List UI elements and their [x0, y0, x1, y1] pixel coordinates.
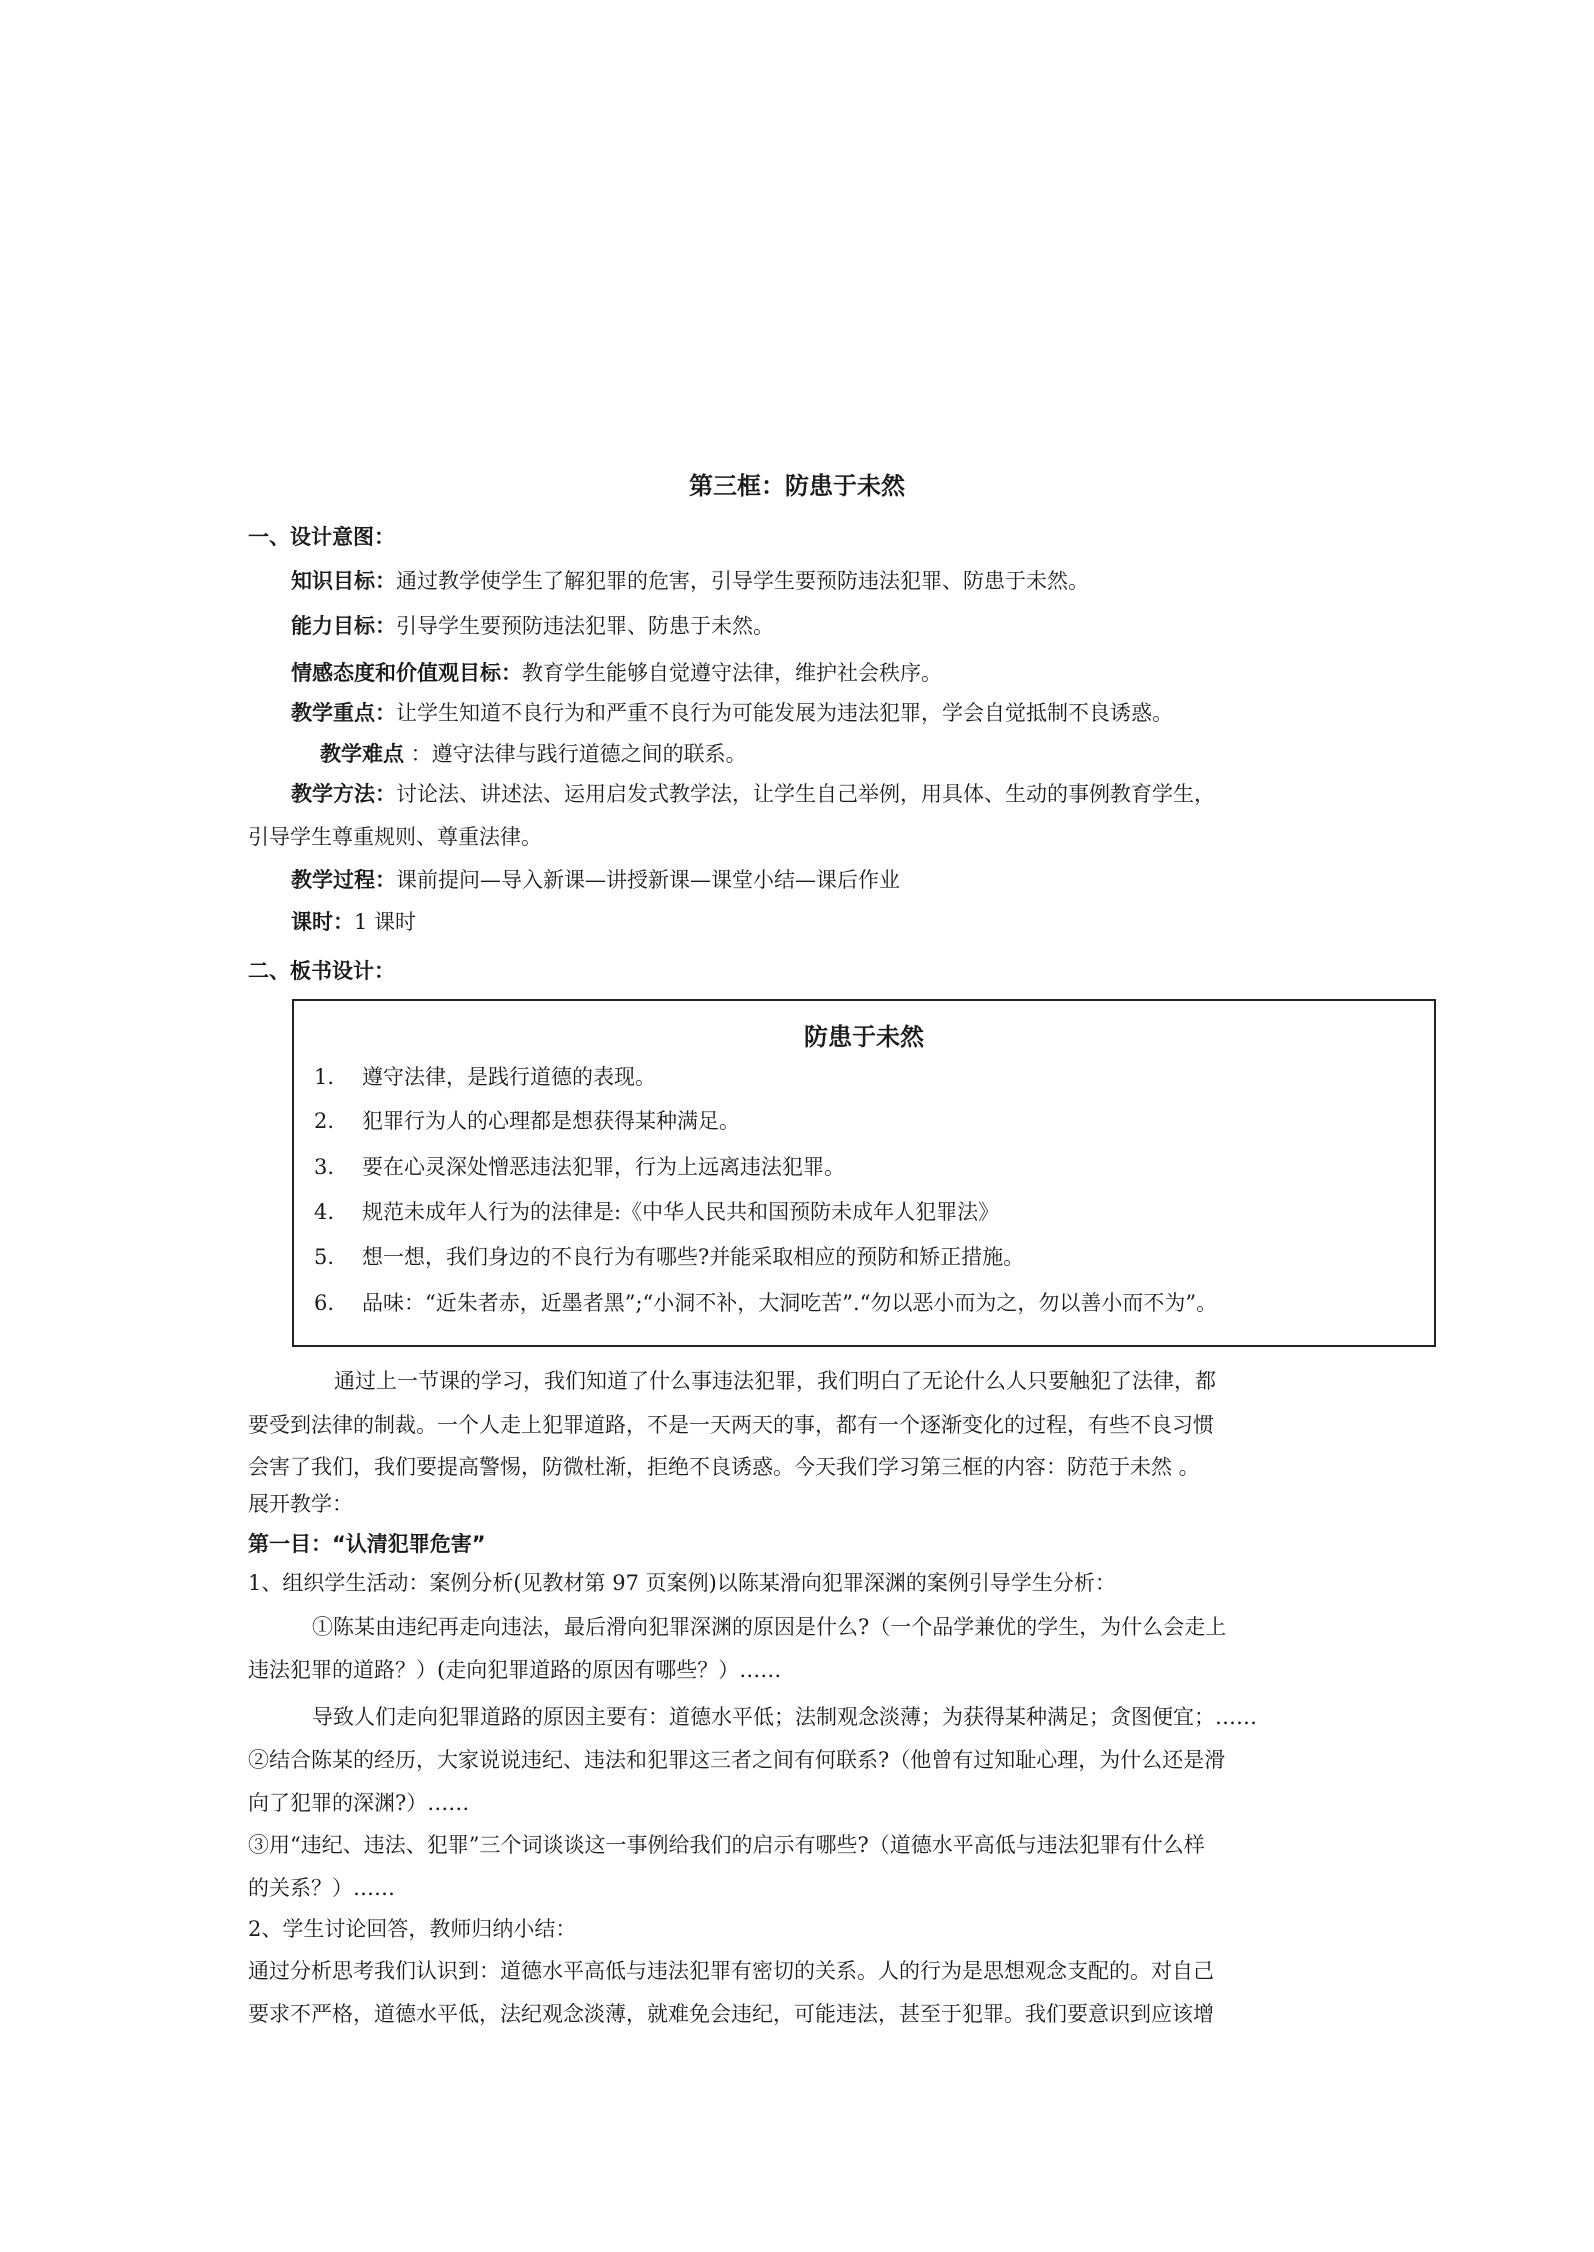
- goal-label: 能力目标：: [291, 614, 396, 638]
- board-item-number: 4.: [314, 1200, 335, 1224]
- part1-line: 1、组织学生活动：案例分析(见教材第 97 页案例)以陈某滑向犯罪深渊的案例引导学生分析：: [248, 1571, 1116, 1595]
- part1-line: 导致人们走向犯罪道路的原因主要有：道德水平低；法制观念淡薄；为获得某种满足；贪图便宜；……: [312, 1705, 1257, 1729]
- goal-text: 让学生知道不良行为和严重不良行为可能发展为违法犯罪，学会自觉抵制不良诱惑。: [396, 701, 1173, 725]
- goal-key-point: [291, 698, 1173, 728]
- part1-line: 违法犯罪的道路？）(走向犯罪道路的原因有哪些？）……: [248, 1658, 782, 1682]
- section-heading-board: 二、板书设计：: [248, 959, 395, 983]
- goal-label: 教学重点：: [291, 701, 396, 725]
- board-item-number: 1.: [314, 1065, 335, 1089]
- goal-text: 教育学生能够自觉遵守法律，维护社会秩序。: [522, 661, 942, 685]
- goal-text: 讨论法、讲述法、运用启发式教学法，让学生自己举例，用具体、生动的事例教育学生，: [396, 782, 1215, 806]
- goal-text: 课前提问—导入新课—讲授新课—课堂小结—课后作业: [396, 868, 900, 892]
- goal-label: 情感态度和价值观目标：: [291, 661, 522, 685]
- goal-difficulty: [320, 739, 747, 769]
- part1-heading: 第一目：“认清犯罪危害”: [248, 1532, 486, 1556]
- board-item: [314, 1242, 1024, 1272]
- intro-paragraph-line: 展开教学：: [248, 1492, 353, 1516]
- goal-emotion: [291, 658, 942, 688]
- goal-method-continued: [248, 822, 542, 852]
- page-title: 第三框：防患于未然: [689, 472, 905, 500]
- board-item: [314, 1197, 999, 1227]
- board-item: [314, 1106, 740, 1136]
- intro-paragraph-line: 通过上一节课的学习，我们知道了什么事违法犯罪，我们明白了无论什么人只要触犯了法律，都: [334, 1369, 1216, 1393]
- board-item: [314, 1152, 845, 1182]
- goal-hours: [291, 907, 416, 937]
- goal-text: ：遵守法律与践行道德之间的联系。: [404, 742, 747, 766]
- goal-method: [291, 779, 1215, 809]
- intro-paragraph-line: 会害了我们，我们要提高警惕，防微杜渐，拒绝不良诱惑。今天我们学习第三框的内容：防范于未然 。: [248, 1455, 1200, 1479]
- goal-label: 教学过程：: [291, 868, 396, 892]
- part1-line: 通过分析思考我们认识到：道德水平高低与违法犯罪有密切的关系。人的行为是思想观念支配的。对自己: [248, 1959, 1214, 1983]
- goal-label: 课时：: [291, 910, 354, 934]
- part1-line: ③用“违纪、违法、犯罪”三个词谈谈这一事例给我们的启示有哪些?（道德水平高低与违法犯罪有什么样: [248, 1833, 1205, 1857]
- part1-line: ①陈某由违纪再走向违法，最后滑向犯罪深渊的原因是什么?（一个品学兼优的学生，为什么会走上: [312, 1615, 1227, 1639]
- board-item-number: 3.: [314, 1155, 335, 1179]
- goal-ability: [291, 611, 774, 641]
- board-item-number: 6.: [314, 1291, 335, 1315]
- goal-label: 知识目标：: [291, 569, 396, 593]
- part1-line: 要求不严格，道德水平低，法纪观念淡薄，就难免会违纪，可能违法，甚至于犯罪。我们要意识到应该增: [248, 2002, 1214, 2026]
- part1-line: 的关系？）……: [248, 1876, 395, 1900]
- part1-line: 2、学生讨论回答，教师归纳小结：: [248, 1917, 577, 1941]
- board-item-text: 规范未成年人行为的法律是:《中华人民共和国预防未成年人犯罪法》: [362, 1200, 1000, 1224]
- board-item-number: 2.: [314, 1109, 335, 1133]
- part1-line: 向了犯罪的深渊?）……: [248, 1791, 470, 1815]
- board-item-text: 品味：“近朱者赤，近墨者黑”;“小洞不补，大洞吃苦”.“勿以恶小而为之，勿以善小而不为”。: [362, 1291, 1218, 1315]
- goal-text: 引导学生要预防违法犯罪、防患于未然。: [396, 614, 774, 638]
- goal-label: 教学方法：: [291, 782, 396, 806]
- blackboard-box: [292, 999, 1436, 1347]
- board-title: 防患于未然: [804, 1023, 924, 1051]
- section-heading-design: 一、设计意图：: [248, 525, 395, 549]
- board-item: [314, 1062, 656, 1092]
- goal-knowledge: [291, 566, 1089, 596]
- board-item-text: 要在心灵深处憎恶违法犯罪，行为上远离违法犯罪。: [362, 1155, 845, 1179]
- intro-paragraph-line: 要受到法律的制裁。一个人走上犯罪道路，不是一天两天的事，都有一个逐渐变化的过程，有些不良习惯: [248, 1413, 1214, 1437]
- board-item-number: 5.: [314, 1245, 335, 1269]
- part1-line: ②结合陈某的经历，大家说说违纪、违法和犯罪这三者之间有何联系?（他曾有过知耻心理，为什么还是滑: [248, 1748, 1226, 1772]
- goal-text: 通过教学使学生了解犯罪的危害，引导学生要预防违法犯罪、防患于未然。: [396, 569, 1089, 593]
- goal-process: [291, 865, 900, 895]
- board-item: [314, 1288, 1217, 1318]
- goal-label: 教学难点: [320, 742, 404, 766]
- board-item-text: 犯罪行为人的心理都是想获得某种满足。: [362, 1109, 740, 1133]
- board-item-text: 想一想，我们身边的不良行为有哪些?并能采取相应的预防和矫正措施。: [362, 1245, 1025, 1269]
- goal-text: 引导学生尊重规则、尊重法律。: [248, 825, 542, 849]
- goal-text: 1 课时: [354, 910, 417, 934]
- board-item-text: 遵守法律，是践行道德的表现。: [362, 1065, 656, 1089]
